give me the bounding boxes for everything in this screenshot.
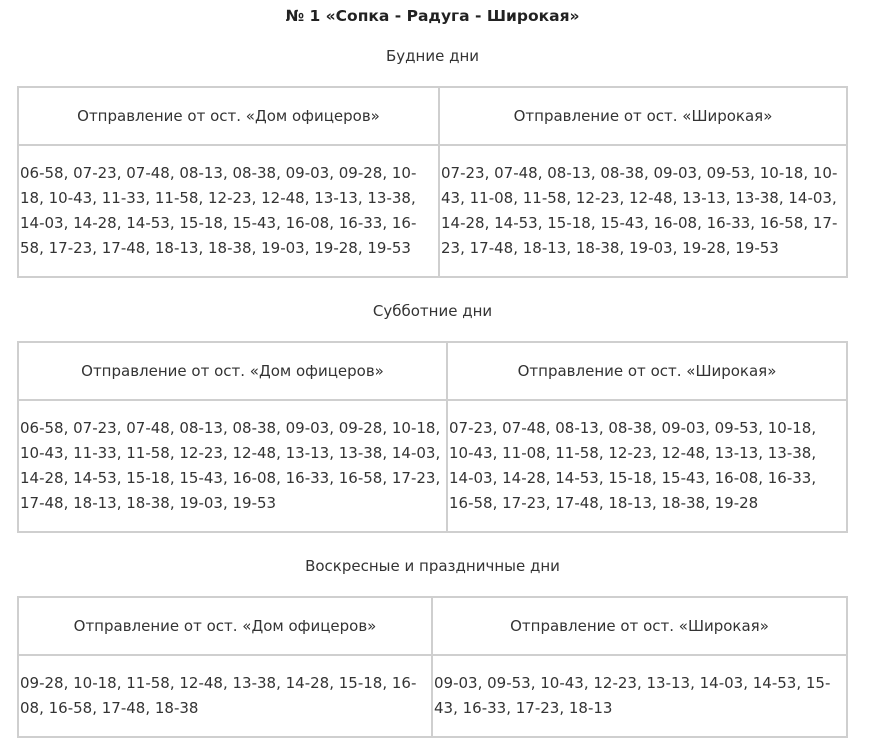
departure-times-shirokaya: 09-03, 09-53, 10-43, 12-23, 13-13, 14-03, 14-53, 15-43, 16-33, 17-23, 18-13 <box>432 655 847 737</box>
column-header-shirokaya: Отправление от ост. «Широкая» <box>447 342 847 400</box>
section-caption-weekdays: Будние дни <box>385 47 480 65</box>
departure-times-dom-oficerov: 09-28, 10-18, 11-58, 12-48, 13-38, 14-28, 15-18, 16-08, 16-58, 17-48, 18-38 <box>18 655 432 737</box>
table-header-row <box>18 597 847 655</box>
column-header-dom-oficerov: Отправление от ост. «Дом офицеров» <box>18 597 432 655</box>
schedule-table-sundays-holidays <box>17 596 848 738</box>
column-header-shirokaya: Отправление от ост. «Широкая» <box>439 87 847 145</box>
departure-times-dom-oficerov: 06-58, 07-23, 07-48, 08-13, 08-38, 09-03, 09-28, 10-18, 10-43, 11-33, 11-58, 12-23, 12-48, 13-13, 13-38, 14-03, 14-28, 14-53, 15-18, 15-43, 16-08, 16-33, 16-58, 17-23, 17-48, 18-13, 18-38, 19-03, 19-53 <box>18 400 447 532</box>
section-caption-saturdays: Субботние дни <box>372 302 493 320</box>
table-header-row <box>18 87 847 145</box>
column-header-dom-oficerov: Отправление от ост. «Дом офицеров» <box>18 87 439 145</box>
departure-times-shirokaya: 07-23, 07-48, 08-13, 08-38, 09-03, 09-53, 10-18, 10-43, 11-08, 11-58, 12-23, 12-48, 13-13, 13-38, 14-03, 14-28, 14-53, 15-18, 15-43, 16-08, 16-33, 16-58, 17-23, 17-48, 18-13, 18-38, 19-28 <box>447 400 847 532</box>
departure-times-shirokaya: 07-23, 07-48, 08-13, 08-38, 09-03, 09-53, 10-18, 10-43, 11-08, 11-58, 12-23, 12-48, 13-13, 13-38, 14-03, 14-28, 14-53, 15-18, 15-43, 16-08, 16-33, 16-58, 17-23, 17-48, 18-13, 18-38, 19-03, 19-28, 19-53 <box>439 145 847 277</box>
column-header-shirokaya: Отправление от ост. «Широкая» <box>432 597 847 655</box>
departure-times-dom-oficerov: 06-58, 07-23, 07-48, 08-13, 08-38, 09-03, 09-28, 10-18, 10-43, 11-33, 11-58, 12-23, 12-48, 13-13, 13-38, 14-03, 14-28, 14-53, 15-18, 15-43, 16-08, 16-33, 16-58, 17-23, 17-48, 18-13, 18-38, 19-03, 19-28, 19-53 <box>18 145 439 277</box>
table-row <box>18 145 847 277</box>
table-header-row <box>18 342 847 400</box>
table-row <box>18 400 847 532</box>
column-header-dom-oficerov: Отправление от ост. «Дом офицеров» <box>18 342 447 400</box>
page-title: № 1 «Сопка - Радуга - Широкая» <box>285 7 580 25</box>
section-caption-sundays-holidays: Воскресные и праздничные дни <box>305 557 560 575</box>
table-row <box>18 655 847 737</box>
schedule-table-weekdays <box>17 86 848 278</box>
schedule-table-saturdays <box>17 341 848 533</box>
